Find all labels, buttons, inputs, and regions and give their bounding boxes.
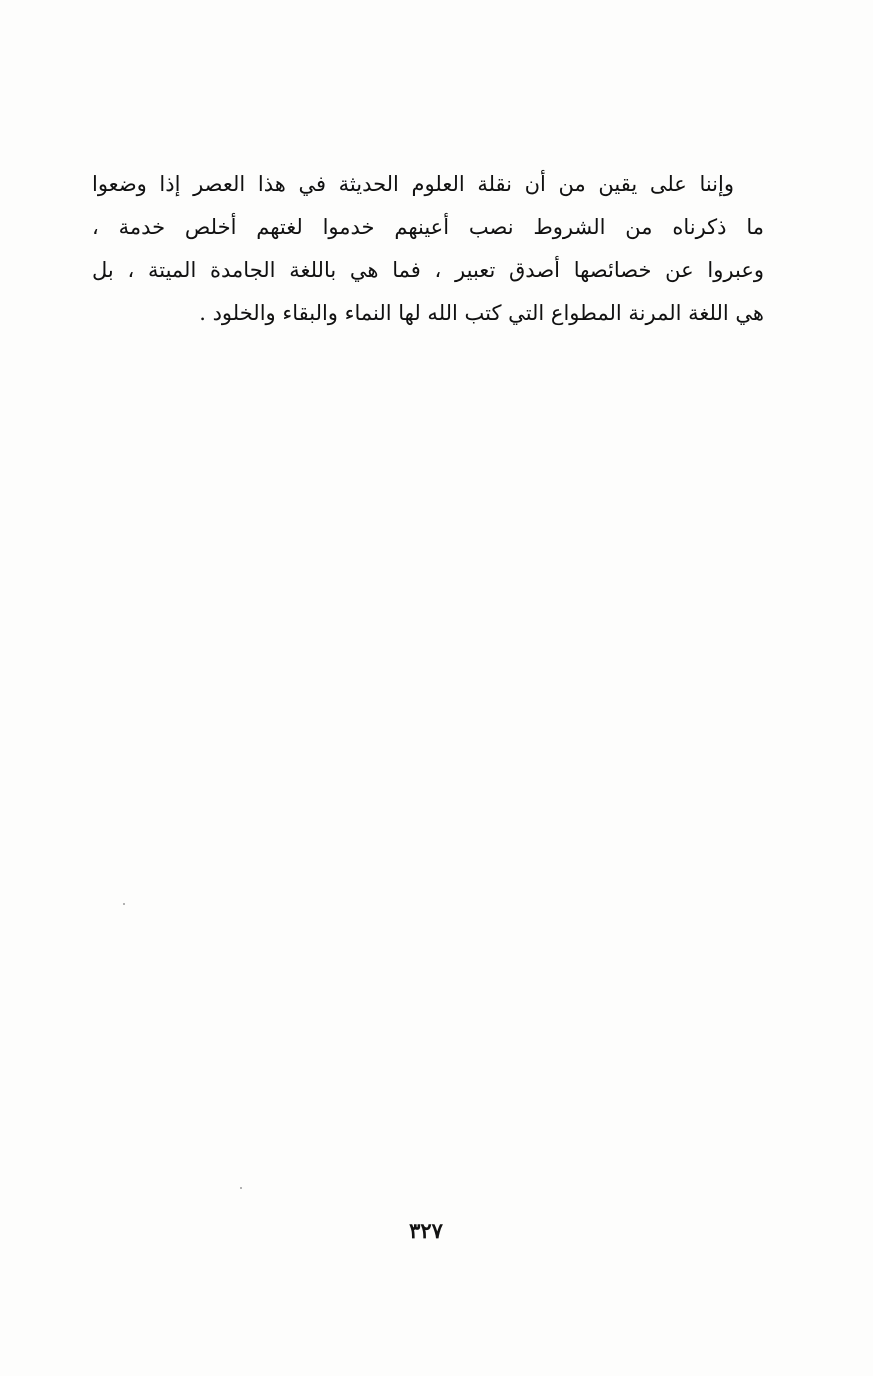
- paper-speck: [240, 1187, 242, 1189]
- paragraph-line: ما ذكرناه من الشروط نصب أعينهم خدموا لغتهم أخلص خدمة ،: [92, 215, 764, 239]
- paper-speck: [123, 903, 125, 905]
- page-number: ٣٢٧: [409, 1218, 443, 1243]
- paragraph-line: وعبروا عن خصائصها أصدق تعبير ، فما هي باللغة الجامدة الميتة ، بل: [92, 258, 764, 282]
- paragraph-line: وإننا على يقين من أن نقلة العلوم الحديثة في هذا العصر إذا وضعوا: [92, 172, 734, 196]
- body-paragraph: [92, 163, 764, 335]
- paragraph-line: هي اللغة المرنة المطواع التي كتب الله لها النماء والبقاء والخلود .: [199, 301, 764, 325]
